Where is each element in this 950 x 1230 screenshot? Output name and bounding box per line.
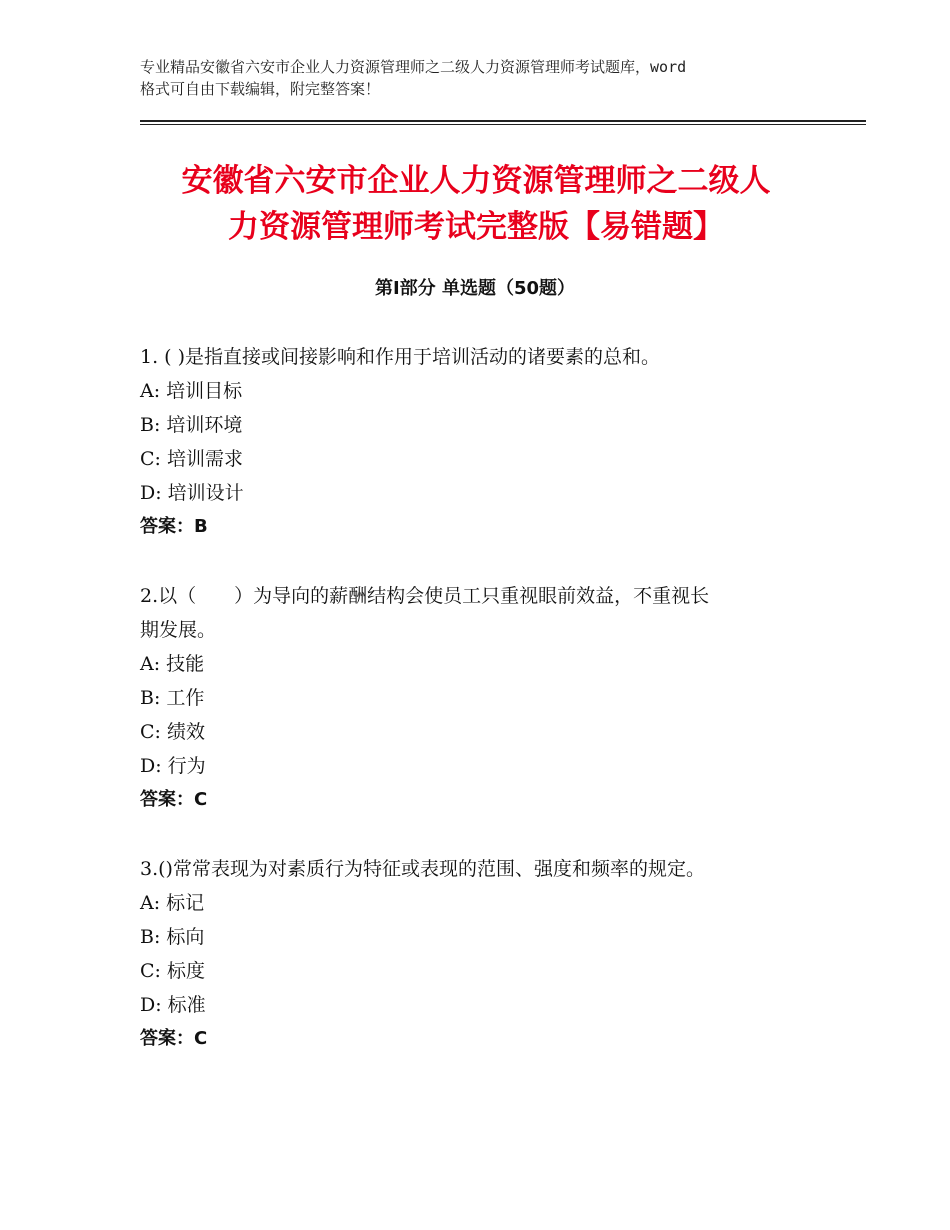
question-stem <box>140 579 820 647</box>
question-stem <box>140 340 820 374</box>
header-note-line-1: 专业精品安徽省六安市企业人力资源管理师之二级人力资源管理师考试题库，word <box>140 58 687 76</box>
question-2 <box>140 579 820 817</box>
option-a: A: 标记 <box>140 892 205 914</box>
option-a: A: 培训目标 <box>140 380 243 402</box>
option-b: B: 工作 <box>140 687 205 709</box>
option-b: B: 培训环境 <box>140 414 243 436</box>
question-stem-line: 1. ( )是指直接或间接影响和作用于培训活动的诸要素的总和。 <box>140 346 661 368</box>
section-heading: 第Ⅰ部分 单选题（50题） <box>374 278 575 299</box>
option-b: B: 标向 <box>140 926 205 948</box>
question-3 <box>140 852 820 1056</box>
header-divider-thick <box>140 120 866 122</box>
question-stem <box>140 852 820 886</box>
question-stem-line: 2.以（ ）为导向的薪酬结构会使员工只重视眼前效益，不重视长 <box>140 585 710 607</box>
header-divider-thin <box>140 124 866 125</box>
question-1 <box>140 340 820 544</box>
answer: 答案：C <box>140 789 208 810</box>
option-a: A: 技能 <box>140 653 205 675</box>
answer: 答案：C <box>140 1028 208 1049</box>
document-title-line-2: 力资源管理师考试完整版【易错题】 <box>228 209 724 245</box>
document-title-line-1: 安徽省六安市企业人力资源管理师之二级人 <box>181 163 771 199</box>
answer: 答案：B <box>140 516 208 537</box>
option-c: C: 标度 <box>140 960 205 982</box>
document-title <box>120 158 832 250</box>
header-note <box>140 56 830 100</box>
header-note-line-2: 格式可自由下载编辑，附完整答案！ <box>140 80 381 98</box>
option-d: D: 标准 <box>140 994 206 1016</box>
option-c: C: 培训需求 <box>140 448 243 470</box>
option-d: D: 行为 <box>140 755 206 777</box>
question-stem-line: 期发展。 <box>140 619 217 641</box>
option-c: C: 绩效 <box>140 721 205 743</box>
option-d: D: 培训设计 <box>140 482 244 504</box>
question-stem-line: 3.()常常表现为对素质行为特征或表现的范围、强度和频率的规定。 <box>140 858 705 880</box>
